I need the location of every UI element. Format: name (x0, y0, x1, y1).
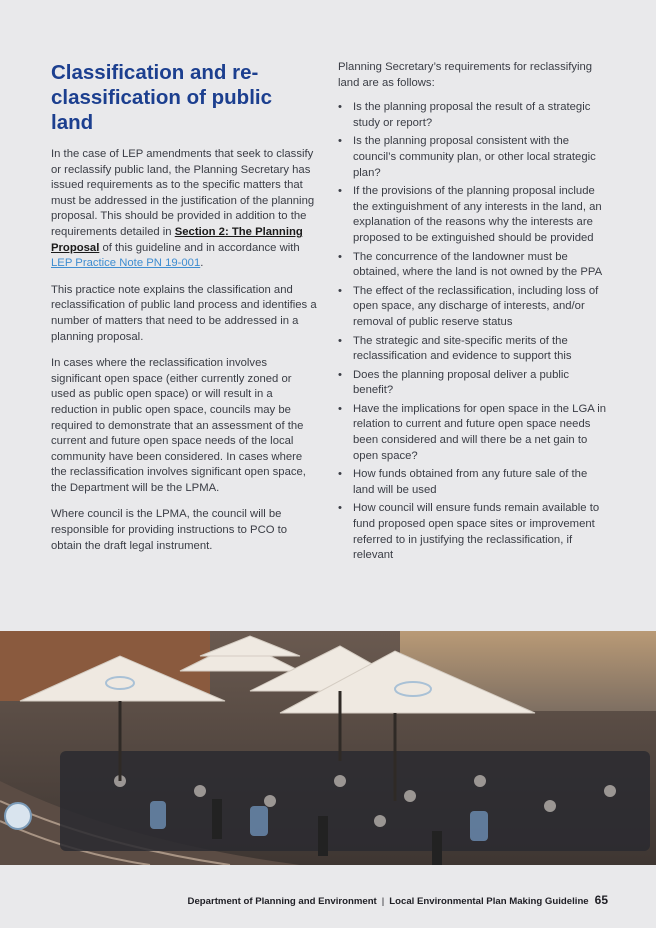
bullet: • (338, 250, 342, 263)
list-item-text: The effect of the reclassification, including loss of open space, any discharge of interests, and/or removal of public reserve status (353, 284, 599, 328)
list-item-text: How funds obtained from any future sale of the land will be used (353, 468, 588, 496)
list-item (338, 334, 610, 365)
outdoor-dining-photo (0, 631, 656, 865)
list-item (338, 134, 610, 181)
page-number: 65 (594, 893, 608, 907)
bullet: • (338, 185, 342, 198)
page-footer (0, 893, 608, 907)
paragraph-open-space: In cases where the reclassification involves significant open space (either currently zoned or used as public open space) or will result in a reduction in public open space, councils may be required to demonstrate that an assessment of the current and future open space needs of the local community have been considered. In cases where the reclassification involves significant open space, the Department will be the LPMA. (51, 357, 306, 494)
practice-note-link[interactable]: LEP Practice Note PN 19-001 (51, 257, 201, 270)
left-column (51, 60, 317, 565)
list-item (338, 184, 610, 246)
footer-department: Department of Planning and Environment (187, 896, 377, 907)
bullet: • (338, 502, 342, 515)
photo-illustration (0, 631, 656, 865)
bullet: • (338, 101, 342, 114)
footer-guideline: Local Environmental Plan Making Guideline (389, 896, 589, 907)
paragraph-requirements (51, 147, 317, 272)
list-item-text: The strategic and site-specific merits of the reclassification and evidence to support this (353, 334, 572, 363)
requirements-list (338, 100, 610, 564)
list-item (338, 467, 610, 498)
bullet: • (338, 402, 342, 415)
list-item-text: Is the planning proposal consistent with the council’s community plan, or other local strategic plan? (353, 135, 596, 179)
paragraph-text: In the case of LEP amendments that seek to classify or reclassify public land, the Planning Secretary has issued requirements as to the specific matters that must be addressed in the justification of the planning proposal. This should be provided in addition to the requirements detailed in (51, 148, 315, 238)
list-item (338, 250, 610, 281)
list-item (338, 501, 610, 563)
list-item (338, 402, 610, 464)
paragraph-text: of this guideline and in accordance with (99, 241, 300, 254)
list-item (338, 284, 610, 331)
paragraph-text: . (200, 257, 204, 270)
list-item-text: If the provisions of the planning proposal include the extinguishment of any interests in the land, an explanation of the reasons why the interests are proposed to be extinguished should be provided (353, 185, 602, 244)
right-column (338, 60, 610, 567)
bullet: • (338, 284, 342, 297)
list-item-text: Is the planning proposal the result of a strategic study or report? (353, 101, 591, 129)
paragraph-practice-note: This practice note explains the classification and reclassification of public land process and identifies a number of matters that need to be addressed in a planning proposal. (51, 283, 317, 343)
section-2-link[interactable]: Section 2: The Planning Proposal (51, 225, 303, 254)
bullet: • (338, 368, 342, 381)
list-item-text: Have the implications for open space in the LGA in relation to current and future open space needs been considered and will there be a net gain to open space? (353, 402, 607, 462)
list-item-text: How council will ensure funds remain available to fund proposed open space sites or improvement referred to in justifying the reclassification, if relevant (353, 502, 600, 562)
footer-separator: | (381, 896, 385, 907)
bullet: • (338, 334, 342, 347)
requirements-intro: Planning Secretary’s requirements for reclassifying land are as follows: (338, 61, 593, 89)
bullet: • (338, 468, 342, 481)
list-item-text: The concurrence of the landowner must be obtained, where the land is not owned by the PPA (353, 250, 603, 279)
list-item (338, 368, 610, 399)
bullet: • (338, 135, 342, 148)
list-item-text: Does the planning proposal deliver a public benefit? (353, 368, 570, 397)
paragraph-lpma: Where council is the LPMA, the council will be responsible for providing instructions to PCO to obtain the draft legal instrument. (51, 508, 288, 552)
list-item (338, 100, 610, 131)
section-heading: Classification and re-classification of public land (51, 61, 272, 134)
